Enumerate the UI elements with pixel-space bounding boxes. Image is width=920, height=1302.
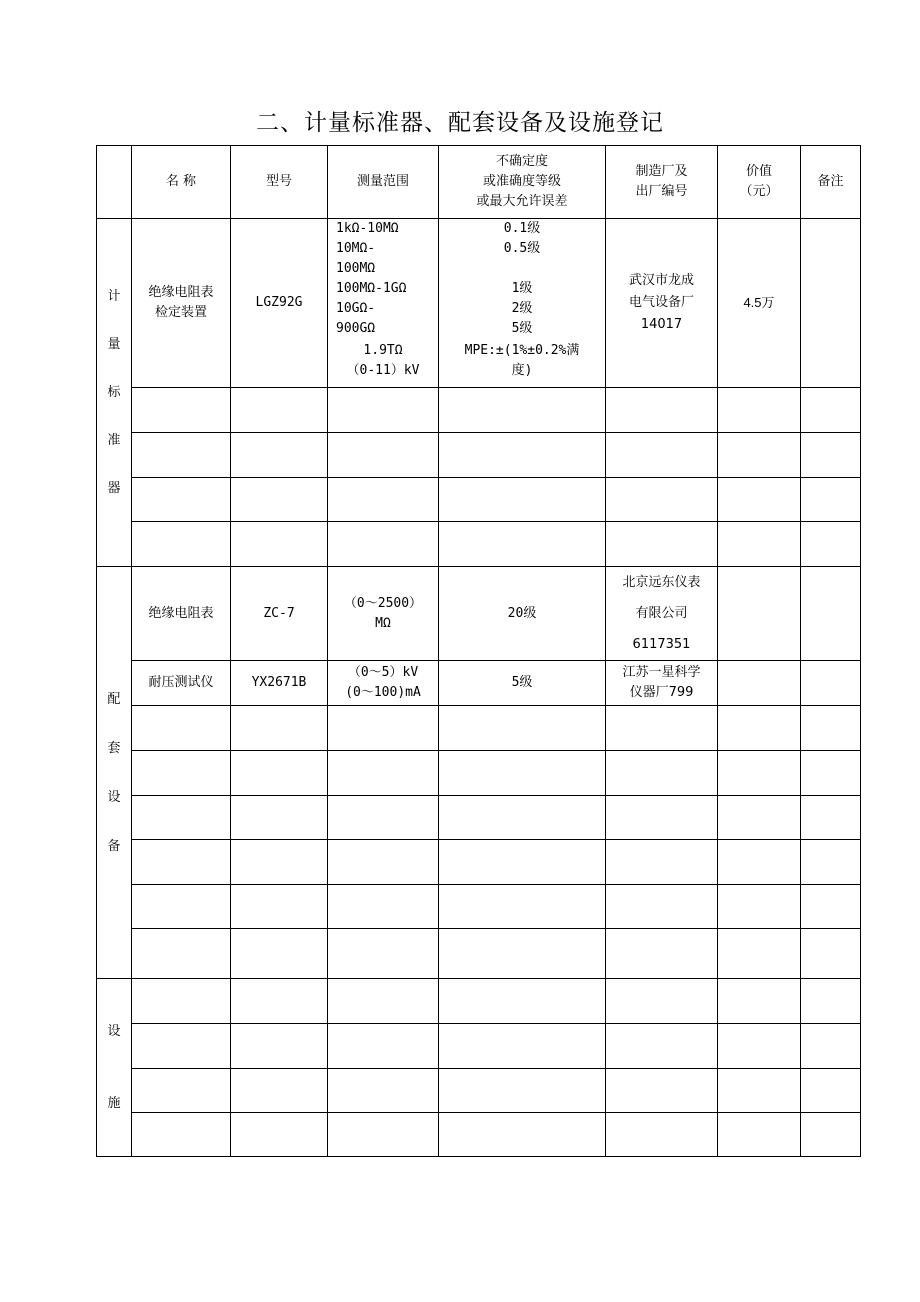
range-line: 100MΩ xyxy=(336,261,376,276)
table-row xyxy=(97,567,861,661)
registration-table xyxy=(96,145,861,1157)
header-maker xyxy=(606,146,718,219)
maker-line: 电气设备厂 xyxy=(628,295,694,310)
cell-name: 耐压测试仪 xyxy=(132,661,231,706)
cell-maker xyxy=(606,567,718,661)
maker-line: 北京远东仪表 xyxy=(622,575,701,590)
group-char: 配 xyxy=(107,691,121,707)
header-uncertainty-line: 或最大允许误差 xyxy=(476,194,568,209)
maker-line: 江苏一星科学 xyxy=(622,665,701,680)
table-row xyxy=(97,219,861,388)
accuracy-line: MPE:±(1%±0.2%满 xyxy=(464,343,580,358)
header-row xyxy=(97,146,861,219)
header-price-line: （元） xyxy=(739,184,779,199)
maker-line: 武汉市龙成 xyxy=(628,273,694,288)
cell-remark xyxy=(801,567,861,661)
group-char: 器 xyxy=(107,480,121,496)
cell-accuracy: 20级 xyxy=(439,567,606,661)
group-corner-cell xyxy=(97,146,132,219)
table-row xyxy=(97,1024,861,1069)
range-line: 100MΩ-1GΩ xyxy=(336,281,407,296)
range-line: （0～5）kV xyxy=(347,665,419,680)
cell-remark xyxy=(801,661,861,706)
table-row xyxy=(97,478,861,522)
name-line: 检定装置 xyxy=(154,305,207,320)
group-char: 设 xyxy=(107,789,121,805)
range-line: 10MΩ- xyxy=(336,241,376,256)
group-char: 备 xyxy=(107,838,121,854)
accuracy-line: 0.1级 xyxy=(503,221,541,236)
group-char: 准 xyxy=(107,432,121,448)
cell-maker xyxy=(606,661,718,706)
table-row xyxy=(97,796,861,840)
cell-accuracy xyxy=(439,219,606,388)
page-title: 二、计量标准器、配套设备及设施登记 xyxy=(256,110,664,136)
table-row xyxy=(97,979,861,1024)
cell-model: ZC-7 xyxy=(231,567,328,661)
cell-price: 4.5万 xyxy=(718,219,801,388)
header-maker-line: 制造厂及 xyxy=(635,164,688,179)
table-row xyxy=(97,840,861,885)
table-row xyxy=(97,388,861,433)
cell-range xyxy=(328,661,439,706)
maker-line: 6117351 xyxy=(632,637,691,652)
maker-line: 仪器厂799 xyxy=(629,685,694,700)
cell-price xyxy=(718,661,801,706)
header-maker-line: 出厂编号 xyxy=(635,184,688,199)
cell-model: YX2671B xyxy=(231,661,328,706)
accuracy-line: 0.5级 xyxy=(503,241,541,256)
header-price-line: 价值 xyxy=(745,164,772,179)
table-row xyxy=(97,522,861,567)
cell-model: LGZ92G xyxy=(231,219,328,388)
group-label-standard xyxy=(97,219,132,567)
accuracy-line: 5级 xyxy=(511,321,533,336)
table-row xyxy=(97,433,861,478)
cell-remark xyxy=(801,219,861,388)
table-row xyxy=(97,929,861,979)
accuracy-line: 1级 xyxy=(511,281,533,296)
range-line: (0～100)mA xyxy=(345,685,421,700)
group-char: 计 xyxy=(107,288,121,304)
maker-line: 14017 xyxy=(640,317,683,332)
cell-range xyxy=(328,219,439,388)
range-line: 900GΩ xyxy=(336,321,376,336)
group-char: 设 xyxy=(107,1023,121,1039)
group-label-auxiliary xyxy=(97,567,132,979)
range-line: 1.9TΩ xyxy=(363,343,403,358)
header-uncertainty-line: 不确定度 xyxy=(495,154,548,169)
accuracy-line: 度) xyxy=(511,363,533,378)
cell-name xyxy=(132,219,231,388)
header-remark: 备注 xyxy=(801,146,861,219)
table-row xyxy=(97,661,861,706)
table-row xyxy=(97,751,861,796)
cell-name: 绝缘电阻表 xyxy=(132,567,231,661)
header-uncertainty xyxy=(439,146,606,219)
range-line: （0～2500） xyxy=(343,595,423,611)
name-line: 绝缘电阻表 xyxy=(148,285,214,300)
header-model: 型号 xyxy=(231,146,328,219)
group-char: 量 xyxy=(107,336,121,352)
accuracy-line: 2级 xyxy=(511,301,533,316)
cell-price xyxy=(718,567,801,661)
group-char: 施 xyxy=(107,1095,121,1111)
table-row xyxy=(97,706,861,751)
header-name: 名 称 xyxy=(132,146,231,219)
range-line: 10GΩ- xyxy=(336,301,376,316)
cell-accuracy: 5级 xyxy=(439,661,606,706)
cell-maker xyxy=(606,219,718,388)
table-row xyxy=(97,1069,861,1113)
group-label-facility xyxy=(97,979,132,1157)
header-uncertainty-line: 或准确度等级 xyxy=(482,174,561,189)
group-char: 标 xyxy=(107,384,121,400)
range-line: （0-11）kV xyxy=(346,363,420,378)
header-range: 测量范围 xyxy=(328,146,439,219)
maker-line: 有限公司 xyxy=(635,606,688,621)
header-price xyxy=(718,146,801,219)
cell-range xyxy=(328,567,439,661)
range-line: 1kΩ-10MΩ xyxy=(336,221,399,236)
group-char: 套 xyxy=(107,740,121,756)
table-row xyxy=(97,885,861,929)
range-line: MΩ xyxy=(375,615,391,631)
table-row xyxy=(97,1113,861,1157)
accuracy-line xyxy=(439,259,605,279)
